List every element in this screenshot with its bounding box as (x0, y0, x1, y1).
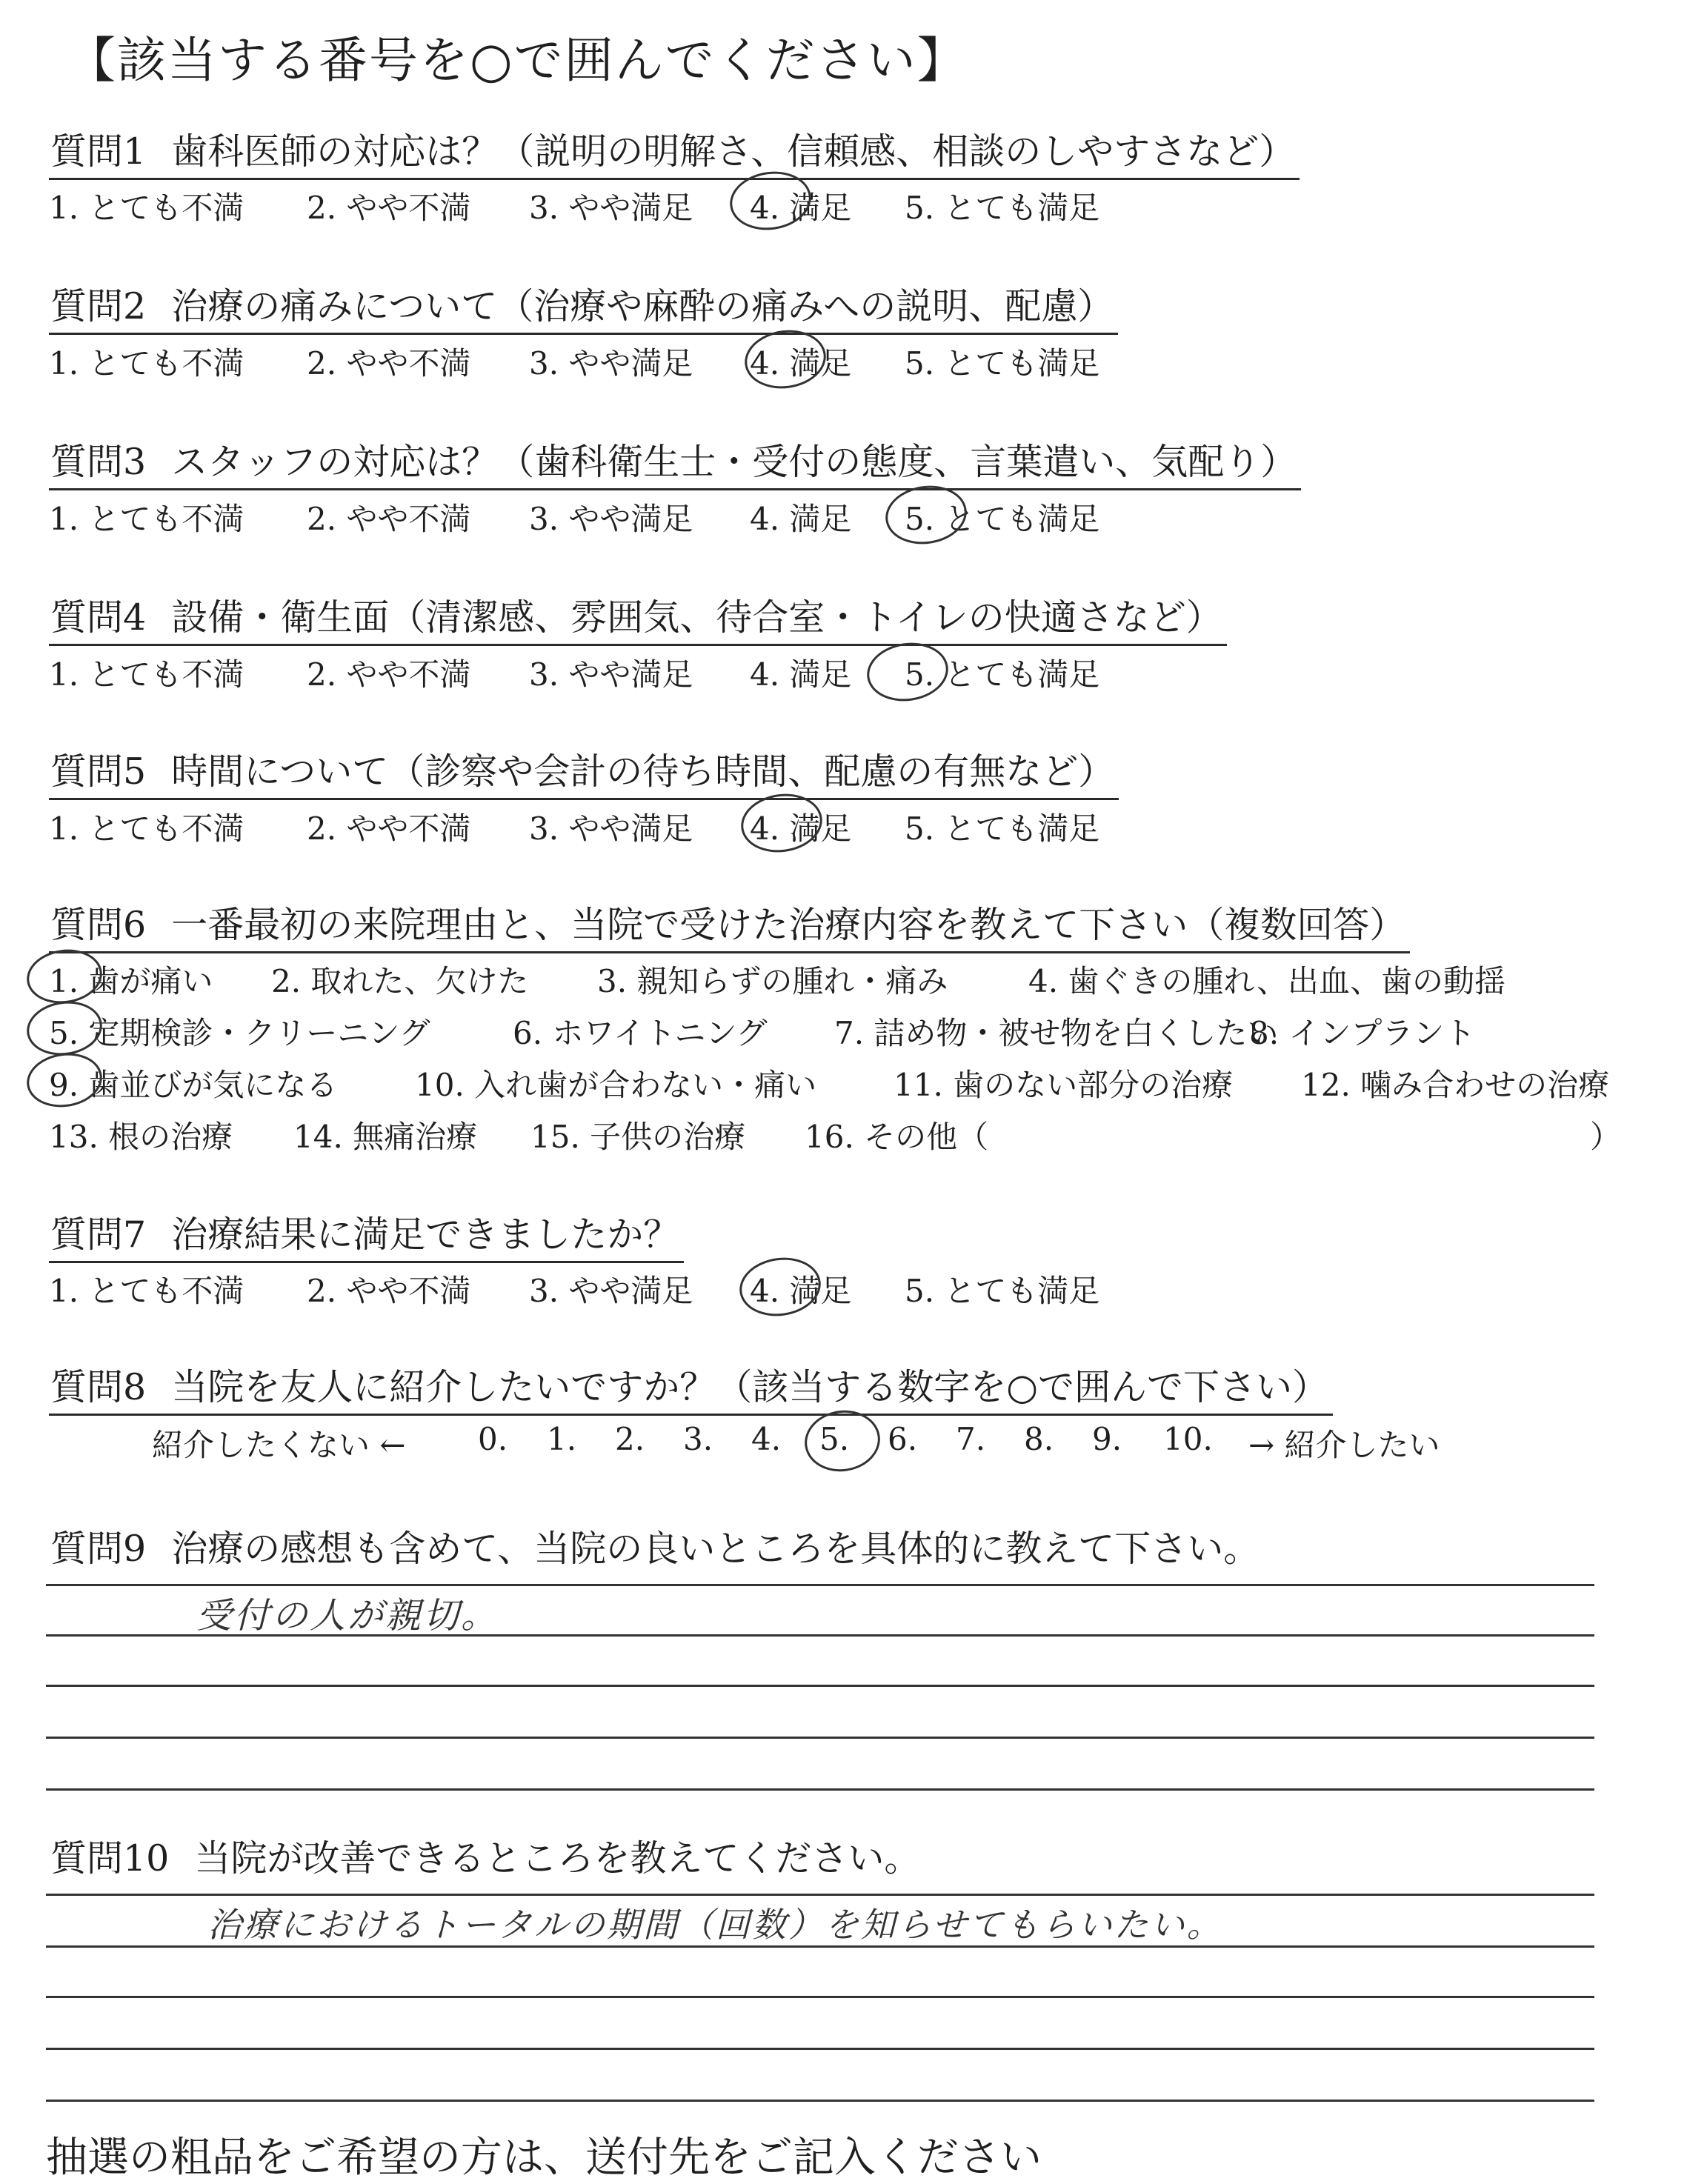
option-2[interactable]: 2. やや不満 (307, 1273, 471, 1309)
answer-line (46, 1584, 1594, 1586)
option-13[interactable]: 13. 根の治療 (49, 1119, 233, 1155)
page-title: 【該当する番号を○で囲んでください】 (67, 32, 968, 89)
option-5[interactable]: 5. とても満足 (905, 345, 1100, 382)
answer-line (46, 1945, 1594, 1948)
option-2[interactable]: 2. やや不満 (307, 345, 471, 382)
question-8-heading (49, 1359, 1333, 1416)
question-number: 質問8 (50, 1366, 147, 1408)
option-3[interactable]: 3. やや満足 (529, 190, 693, 226)
question-text: 一番最初の来院理由と、当院で受けた治療内容を教えて下さい（複数回答） (171, 904, 1406, 946)
option-4[interactable]: 4. 満足 (750, 810, 852, 847)
question-1-heading (49, 123, 1300, 180)
option-10[interactable]: 10. 入れ歯が合わない・痛い (415, 1067, 817, 1103)
answer-line (46, 2100, 1594, 2102)
question-number: 質問9 (50, 1528, 147, 1570)
option-1[interactable]: 1. とても不満 (49, 810, 244, 847)
option-1[interactable]: 1. とても不満 (49, 656, 244, 693)
handwritten-answer-q10[interactable]: 治療におけるトータルの期間（回数）を知らせてもらいたい。 (207, 1905, 1223, 1945)
question-5-heading (49, 743, 1119, 800)
option-1[interactable]: 1. とても不満 (49, 345, 244, 382)
question-number: 質問10 (50, 1837, 170, 1880)
option-4[interactable]: 4. 満足 (750, 501, 852, 537)
question-number: 質問5 (50, 750, 147, 793)
option-12[interactable]: 12. 噛み合わせの治療 (1301, 1067, 1610, 1103)
nps-right-label: → 紹介したい (1248, 1427, 1440, 1463)
option-2[interactable]: 2. やや不満 (307, 501, 471, 537)
question-text: 設備・衛生面（清潔感、雰囲気、待合室・トイレの快適さなど） (171, 596, 1222, 639)
nps-option-8[interactable]: 8. (1024, 1421, 1054, 1457)
option-4[interactable]: 4. 満足 (750, 656, 852, 693)
answer-line (46, 1737, 1594, 1739)
question-number: 質問6 (50, 904, 147, 946)
option-3[interactable]: 3. やや満足 (529, 345, 693, 382)
option-1[interactable]: 1. とても不満 (49, 190, 244, 226)
question-4-heading (49, 589, 1227, 646)
option-4[interactable]: 4. 歯ぐきの腫れ、出血、歯の動揺 (1028, 963, 1505, 999)
option-16[interactable]: 16. その他（ (805, 1119, 989, 1155)
question-2-heading (49, 278, 1118, 335)
answer-line (46, 1894, 1594, 1896)
question-text: 歯科医師の対応は？（説明の明解さ、信頼感、相談のしやすさなど） (171, 130, 1296, 173)
nps-option-0[interactable]: 0. (478, 1421, 508, 1457)
nps-option-3[interactable]: 3. (683, 1421, 713, 1457)
option-5[interactable]: 5. とても満足 (905, 810, 1100, 847)
answer-line (46, 1996, 1594, 1998)
question-text: 当院が改善できるところを教えてください。 (194, 1837, 921, 1880)
option-5[interactable]: 5. とても満足 (905, 190, 1100, 226)
question-text: 治療結果に満足できましたか？ (171, 1213, 680, 1256)
option-2[interactable]: 2. 取れた、欠けた (271, 963, 529, 999)
option-5[interactable]: 5. 定期検診・クリーニング (49, 1015, 430, 1051)
nps-option-1[interactable]: 1. (547, 1421, 577, 1457)
question-6-heading (49, 896, 1410, 953)
option-1[interactable]: 1. とても不満 (49, 1273, 244, 1309)
question-number: 質問1 (50, 130, 147, 173)
option-14[interactable]: 14. 無痛治療 (293, 1119, 478, 1155)
footer-note: 抽選の粗品をご希望の方は、送付先をご記入ください (46, 2134, 1042, 2182)
option-8[interactable]: 8. インプラント (1249, 1015, 1476, 1051)
answer-line (46, 1685, 1594, 1687)
nps-option-9[interactable]: 9. (1092, 1421, 1122, 1457)
question-text: 時間について（診察や会計の待ち時間、配慮の有無など） (171, 750, 1115, 793)
option-3[interactable]: 3. やや満足 (529, 501, 693, 537)
option-15[interactable]: 15. 子供の治療 (530, 1119, 746, 1155)
question-10-heading (49, 1830, 925, 1885)
nps-option-2[interactable]: 2. (615, 1421, 645, 1457)
option-5[interactable]: 5. とても満足 (905, 1273, 1100, 1309)
option-2[interactable]: 2. やや不満 (307, 656, 471, 693)
option-3[interactable]: 3. 親知らずの腫れ・痛み (597, 963, 948, 999)
option-1[interactable]: 1. とても不満 (49, 501, 244, 537)
question-text: 治療の痛みについて（治療や麻酔の痛みへの説明、配慮） (171, 285, 1114, 327)
option-3[interactable]: 3. やや満足 (529, 810, 693, 847)
option-4[interactable]: 4. 満足 (750, 190, 852, 226)
nps-option-6[interactable]: 6. (888, 1421, 918, 1457)
nps-option-5[interactable]: 5. (819, 1421, 850, 1457)
question-text: スタッフの対応は？（歯科衛生士・受付の態度、言葉遣い、気配り） (171, 441, 1297, 483)
option-5[interactable]: 5. とても満足 (905, 656, 1100, 693)
option-3[interactable]: 3. やや満足 (529, 656, 693, 693)
handwritten-circle (801, 1405, 884, 1476)
answer-line (46, 1788, 1594, 1791)
option-5[interactable]: 5. とても満足 (905, 501, 1100, 537)
handwritten-circle (863, 638, 952, 707)
option-4[interactable]: 4. 満足 (750, 345, 852, 382)
option-1[interactable]: 1. 歯が痛い (49, 963, 213, 999)
question-number: 質問7 (50, 1213, 147, 1256)
nps-option-10[interactable]: 10. (1163, 1421, 1213, 1457)
nps-option-7[interactable]: 7. (956, 1421, 986, 1457)
question-9-heading (49, 1520, 1264, 1575)
option-11[interactable]: 11. 歯のない部分の治療 (894, 1067, 1234, 1103)
nps-left-label: 紹介したくない ← (152, 1427, 406, 1463)
question-number: 質問3 (50, 441, 147, 483)
question-text: 当院を友人に紹介したいですか？（該当する数字を○で囲んで下さい） (171, 1366, 1328, 1408)
question-7-heading (49, 1206, 684, 1263)
answer-line (46, 2048, 1594, 2050)
handwritten-answer-q9[interactable]: 受付の人が親切。 (196, 1595, 499, 1637)
question-3-heading (49, 433, 1301, 490)
nps-option-4[interactable]: 4. (751, 1421, 782, 1457)
option-7[interactable]: 7. 詰め物・被せ物を白くしたい (834, 1015, 1279, 1051)
question-text: 治療の感想も含めて、当院の良いところを具体的に教えて下さい。 (171, 1528, 1260, 1570)
option-6[interactable]: 6. ホワイトニング (513, 1015, 768, 1051)
question-number: 質問2 (50, 285, 147, 327)
option-16-close-paren: ） (1590, 1119, 1622, 1155)
answer-line (46, 1634, 1594, 1637)
option-3[interactable]: 3. やや満足 (529, 1273, 693, 1309)
option-4[interactable]: 4. 満足 (750, 1273, 852, 1309)
option-9[interactable]: 9. 歯並びが気になる (49, 1067, 338, 1103)
question-number: 質問4 (50, 596, 147, 639)
option-2[interactable]: 2. やや不満 (307, 810, 471, 847)
option-2[interactable]: 2. やや不満 (307, 190, 471, 226)
